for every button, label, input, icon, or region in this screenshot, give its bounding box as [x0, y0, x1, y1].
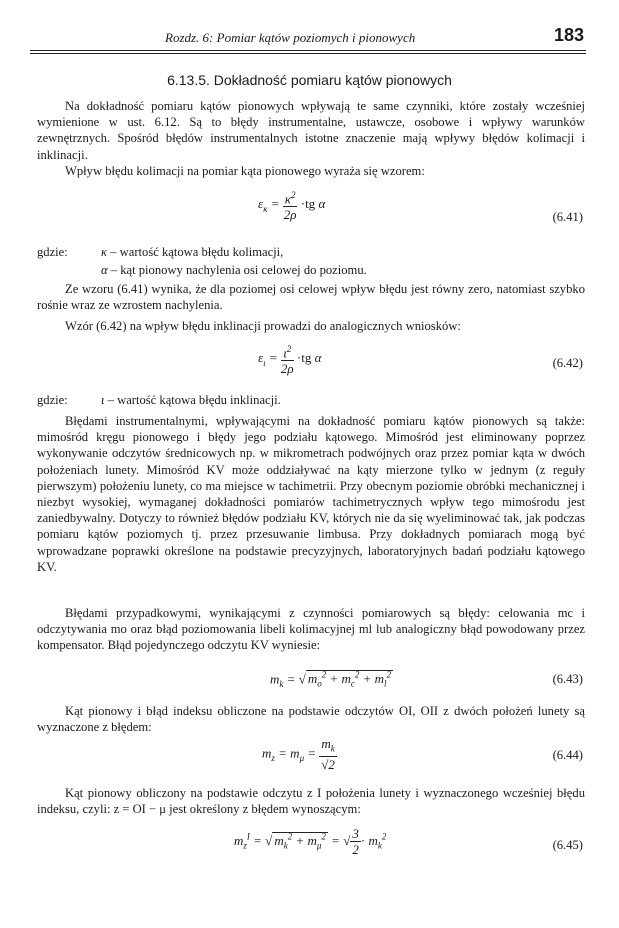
paragraph-8: Kąt pionowy obliczony na podstawie odczytu z I położenia lunety i wyznaczonego wcześniej błędu indeksu, czyli: z = OI − μ jest określony z błędem wynoszącym: [37, 786, 585, 817]
equation-6-41: $\varepsilon_\kappa$ = $\frac{\kappa^2}{2\rho}$ ·tg α [258, 190, 326, 223]
where-alpha: α – kąt pionowy nachylenia osi celowej do poziomu. [101, 263, 367, 277]
paragraph-3: Ze wzoru (6.41) wynika, że dla poziomej osi celowej wpływ błędu jest równy zero, natomiast szybko rośnie wraz ze wzrostem nachylenia. [37, 282, 585, 313]
section-title: 6.13.5. Dokładność pomiaru kątów pionowych [167, 72, 452, 88]
where-label-1: gdzie: [37, 245, 68, 259]
page-number: 183 [553, 25, 584, 45]
equation-number-6-45: (6.45) [552, 838, 583, 852]
equation-number-6-41: (6.41) [552, 210, 583, 224]
where-label-2: gdzie: [37, 393, 68, 407]
header-rule [30, 50, 586, 51]
where-kappa: κ – wartość kątowa błędu kolimacji, [101, 245, 284, 259]
equation-number-6-44: (6.44) [552, 748, 583, 762]
paragraph-4: Wzór (6.42) na wpływ błędu inklinacji prowadzi do analogicznych wniosków: [65, 319, 461, 333]
equation-6-43: $m_k$ = √ $m_o^2 + m_c^2 + m_l^2$ [270, 670, 392, 689]
header-rule-thin [30, 53, 586, 54]
equation-number-6-43: (6.43) [552, 672, 583, 686]
paragraph-2: Wpływ błędu kolimacji na pomiar kąta pionowego wyraża się wzorem: [65, 164, 425, 178]
running-title: Rozdz. 6: Pomiar kątów poziomych i pionowych [165, 30, 416, 45]
paragraph-7: Kąt pionowy i błąd indeksu obliczone na podstawie odczytów OI, OII z dwóch położeń lunety są wyznaczone z błędem: [37, 704, 585, 735]
equation-6-44: $m_z = m_\mu$ = $\frac{m_k}{√2}$ [262, 736, 335, 772]
paragraph-1: Na dokładność pomiaru kątów pionowych wpływają te same czynniki, które zostały wcześniej wymienione w ust. 6.12. Są to błędy instrumentalne, ustawcze, osobowe i wpływy warunków zewnętrznych. Spośród błędów instrumentalnych istotne znaczenie mają wpływy błędów kolimacji i inklinacji. [37, 99, 585, 162]
page-header [30, 25, 592, 50]
where-iota: ι – wartość kątowa błędu inklinacji. [101, 393, 281, 407]
equation-6-45: $m_z^I$ = √ $m_k^2 + m_\mu^2$ = √ $\frac{3}{2}$ · $m_k^2$ [234, 826, 387, 857]
equation-6-42: $\varepsilon_\iota$ = $\frac{\iota^2}{2\rho}$ ·tg α [258, 344, 322, 377]
paragraph-6: Błędami przypadkowymi, wynikającymi z czynności pomiarowych są błędy: celowania mc i odczytywania mo oraz błąd poziomowania libeli kolimacyjnej ml lub analogiczny błąd powodowany przez kompensator. Błąd pojedynczego odczytu KV wyniesie: [37, 606, 585, 653]
equation-number-6-42: (6.42) [552, 356, 583, 370]
paragraph-5: Błędami instrumentalnymi, wpływającymi na dokładność pomiaru kątów pionowych są także: mimośród kręgu pionowego i błędy jego podziału kątowego. Mimośród jest eliminowany poprzez wykonywanie odczytów średnicowych np. w mikrometrach podwójnych oraz przez pomiar kąta w dwóch położeniach lunety. Mimośród KV może oddziaływać na kąty mierzone tylko w jednym (z reguły pierwszym) położeniu lunety, co ma miejsce w tachimetrii. Przy obecnym poziomie obróbki mechanicznej i niezbyt wysokiej, wymaganej dokładności pomiarów tachimetrycznych wpływ tego mimośrodu jest zaniedbywalny. Dotyczy to również błędów podziału KV, których nie da się wyeliminować tak, jak podczas pomiaru kątów poziomych tj. przez przesuwanie limbusa. Przy dokładnych pomiarach mogą być wprowadzane poprawki określone na podstawie precyzyjnych, laboratoryjnych badań podziału kątowego KV. [37, 414, 585, 574]
